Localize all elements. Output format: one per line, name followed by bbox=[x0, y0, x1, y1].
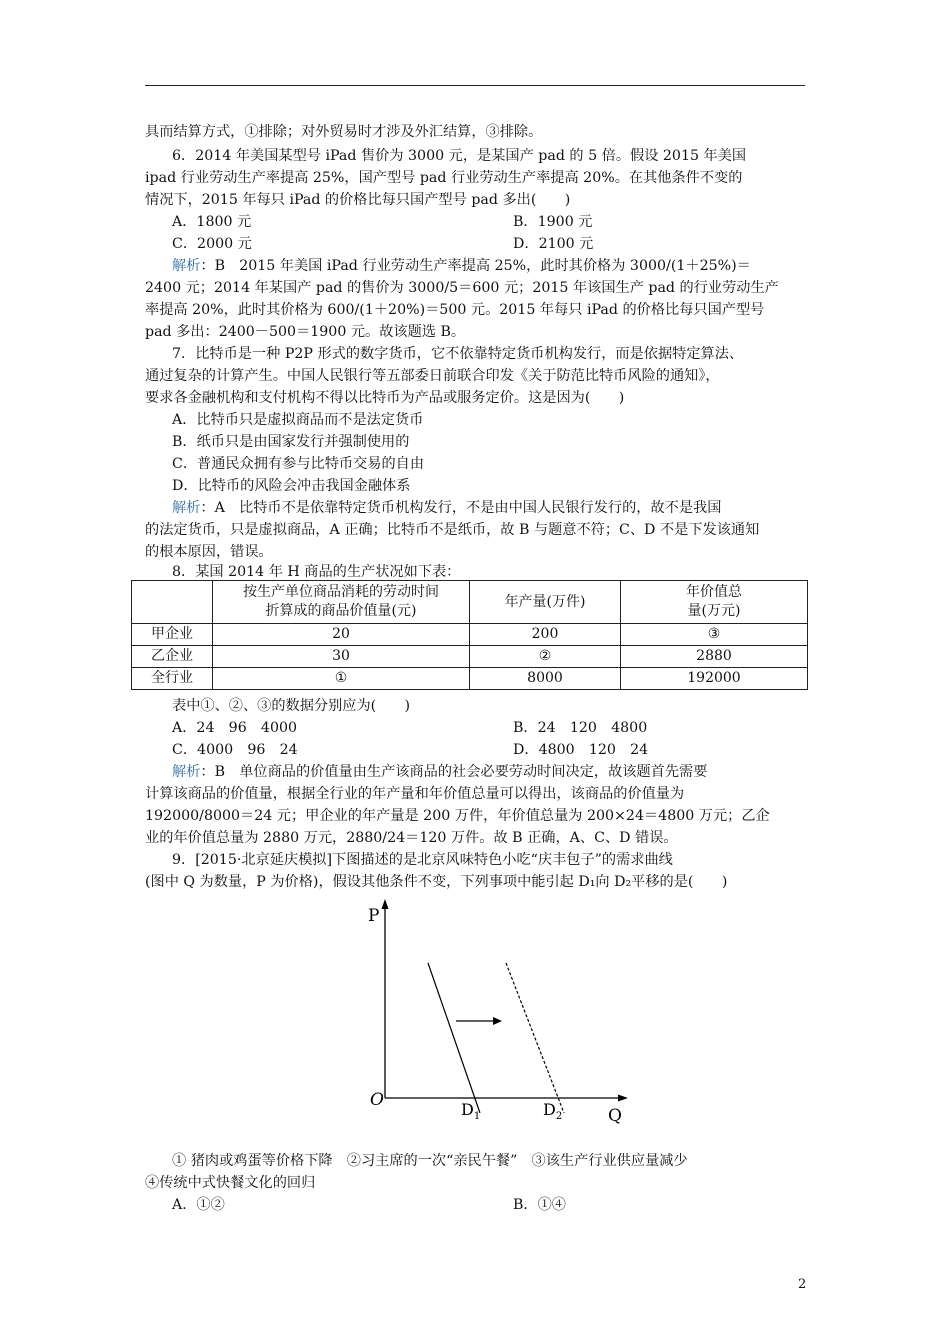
question-7-stem: 要求各金融机构和支付机构不得以比特币为产品或服务定价。这是因为( ) bbox=[145, 390, 625, 406]
question-7-stem: 通过复杂的计算产生。中国人民银行等五部委日前联合印发《关于防范比特币风险的通知》， bbox=[145, 368, 720, 384]
paragraph-line: 具而结算方式，①排除；对外贸易时才涉及外汇结算，③排除。 bbox=[145, 124, 543, 140]
header-rule bbox=[145, 85, 805, 86]
d2-curve bbox=[506, 963, 564, 1113]
analysis-line: 192000/8000＝24 元；甲企业的年产量是 200 万件，年价值总量为 200×24＝4800 万元；乙企 bbox=[145, 808, 770, 824]
table-cell: ① bbox=[213, 668, 470, 690]
analysis-line: 2400 元；2014 年某国产 pad 的售价为 3000/5＝600 元；2015 年该国生产 pad 的行业劳动生产 bbox=[145, 280, 779, 296]
option-d: D．2100 元 bbox=[513, 236, 594, 252]
question-6-stem: ipad 行业劳动生产率提高 25%，国产型号 pad 行业劳动生产率提高 20%。在其他条件不变的 bbox=[145, 170, 743, 186]
option-b: B．24 120 4800 bbox=[513, 720, 648, 736]
table-cell: 8000 bbox=[470, 668, 621, 690]
option-a: A．①② bbox=[172, 1197, 225, 1213]
option-d: D．比特币的风险会冲击我国金融体系 bbox=[172, 478, 411, 494]
table-cell: 30 bbox=[213, 646, 470, 668]
option-c: C．4000 96 24 bbox=[172, 742, 298, 758]
analysis-label: 解析 bbox=[172, 764, 201, 780]
analysis-6: 解析：B 2015 年美国 iPad 行业劳动生产率提高 25%，此时其价格为 3000/(1＋25%)＝ bbox=[172, 258, 751, 274]
analysis-label: 解析 bbox=[172, 500, 201, 516]
question-9-stem: (图中 Q 为数量，P 为价格)，假设其他条件不变，下列事项中能引起 D₁向 D₂平移的是( ) bbox=[145, 874, 728, 890]
option-b: B．1900 元 bbox=[513, 214, 593, 230]
shift-arrow-icon bbox=[493, 1017, 502, 1025]
option-b: B．①④ bbox=[513, 1197, 566, 1213]
table-cell: 甲企业 bbox=[132, 624, 213, 646]
table-cell: 200 bbox=[470, 624, 621, 646]
question-9-options: ① 猪肉或鸡蛋等价格下降 ②习主席的一次“亲民午餐” ③该生产行业供应量减少 bbox=[172, 1153, 688, 1169]
option-a: A．24 96 4000 bbox=[172, 720, 298, 736]
analysis-line: 率提高 20%，此时其价格为 600/(1＋20%)＝500 元。2015 年每只 iPad 的价格比每只国产型号 bbox=[145, 302, 765, 318]
table-cell: 乙企业 bbox=[132, 646, 213, 668]
d1-label: $D_1$ bbox=[461, 1100, 481, 1122]
option-a: A．比特币只是虚拟商品而不是法定货币 bbox=[172, 412, 424, 428]
table-cell: 2880 bbox=[621, 646, 808, 668]
p-axis-arrow bbox=[382, 899, 389, 909]
table-header-row bbox=[132, 581, 808, 624]
table-cell: ③ bbox=[621, 624, 808, 646]
demand-curve-graph bbox=[360, 895, 640, 1130]
table-cell: 全行业 bbox=[132, 668, 213, 690]
question-9-stem: 9．[2015·北京延庆模拟]下图描述的是北京风味特色小吃“庆丰包子”的需求曲线 bbox=[172, 852, 673, 868]
p-label: P bbox=[368, 906, 380, 926]
table-row bbox=[132, 624, 808, 646]
header-cell-total: 年价值总 量(万元) bbox=[621, 581, 808, 624]
table-cell: 192000 bbox=[621, 668, 808, 690]
option-c: C．普通民众拥有参与比特币交易的自由 bbox=[172, 456, 425, 472]
q-label: Q bbox=[608, 1106, 622, 1126]
analysis-line: 的法定货币，只是虚拟商品，A 正确；比特币不是纸币，故 B 与题意不符；C、D 不是下发该通知 bbox=[145, 522, 760, 538]
analysis-label: 解析 bbox=[172, 258, 201, 274]
option-d: D．4800 120 24 bbox=[513, 742, 649, 758]
table-row bbox=[132, 646, 808, 668]
analysis-line: 的根本原因，错误。 bbox=[145, 544, 273, 560]
analysis-8: 解析：B 单位商品的价值量由生产该商品的社会必要劳动时间决定，故该题首先需要 bbox=[172, 764, 708, 780]
option-b: B．纸币只是由国家发行并强制使用的 bbox=[172, 434, 410, 450]
question-7-stem: 7．比特币是一种 P2P 形式的数字货币，它不依靠特定货币机构发行，而是依据特定算法、 bbox=[172, 346, 744, 362]
header-cell-value: 按生产单位商品消耗的劳动时间 折算成的商品价值量(元) bbox=[213, 581, 470, 624]
q-axis-arrow bbox=[618, 1095, 628, 1102]
table-cell: 20 bbox=[213, 624, 470, 646]
table-row bbox=[132, 668, 808, 690]
question-6-stem: 情况下，2015 年每只 iPad 的价格比每只国产型号 pad 多出( ) bbox=[145, 192, 571, 208]
header-cell-blank bbox=[132, 581, 213, 624]
d2-label: $D_2$ bbox=[543, 1100, 563, 1122]
question-6-stem: 6．2014 年美国某型号 iPad 售价为 3000 元，是某国产 pad 的 5 倍。假设 2015 年美国 bbox=[172, 148, 747, 164]
header-cell-output: 年产量(万件) bbox=[470, 581, 621, 624]
o-label: O bbox=[370, 1090, 384, 1110]
analysis-line: 计算该商品的价值量，根据全行业的年产量和年价值总量可以得出，该商品的价值量为 bbox=[145, 786, 685, 802]
question-9-options: ④传统中式快餐文化的回归 bbox=[145, 1175, 316, 1191]
analysis-line: 业的年价值总量为 2880 万元，2880/24＝120 万件。故 B 正确，A、C、D 错误。 bbox=[145, 830, 678, 846]
page-number: 2 bbox=[798, 1277, 807, 1292]
option-a: A．1800 元 bbox=[172, 214, 252, 230]
analysis-7: 解析：A 比特币不是依靠特定货币机构发行，不是由中国人民银行发行的，故不是我国 bbox=[172, 500, 722, 516]
option-c: C．2000 元 bbox=[172, 236, 252, 252]
analysis-line: pad 多出：2400－500＝1900 元。故该题选 B。 bbox=[145, 324, 466, 340]
question-8-prompt: 表中①、②、③的数据分别应为( ) bbox=[172, 698, 411, 714]
d1-curve bbox=[428, 963, 480, 1113]
production-table bbox=[131, 580, 808, 690]
question-8-stem: 8．某国 2014 年 H 商品的生产状况如下表： bbox=[172, 564, 461, 580]
table-cell: ② bbox=[470, 646, 621, 668]
